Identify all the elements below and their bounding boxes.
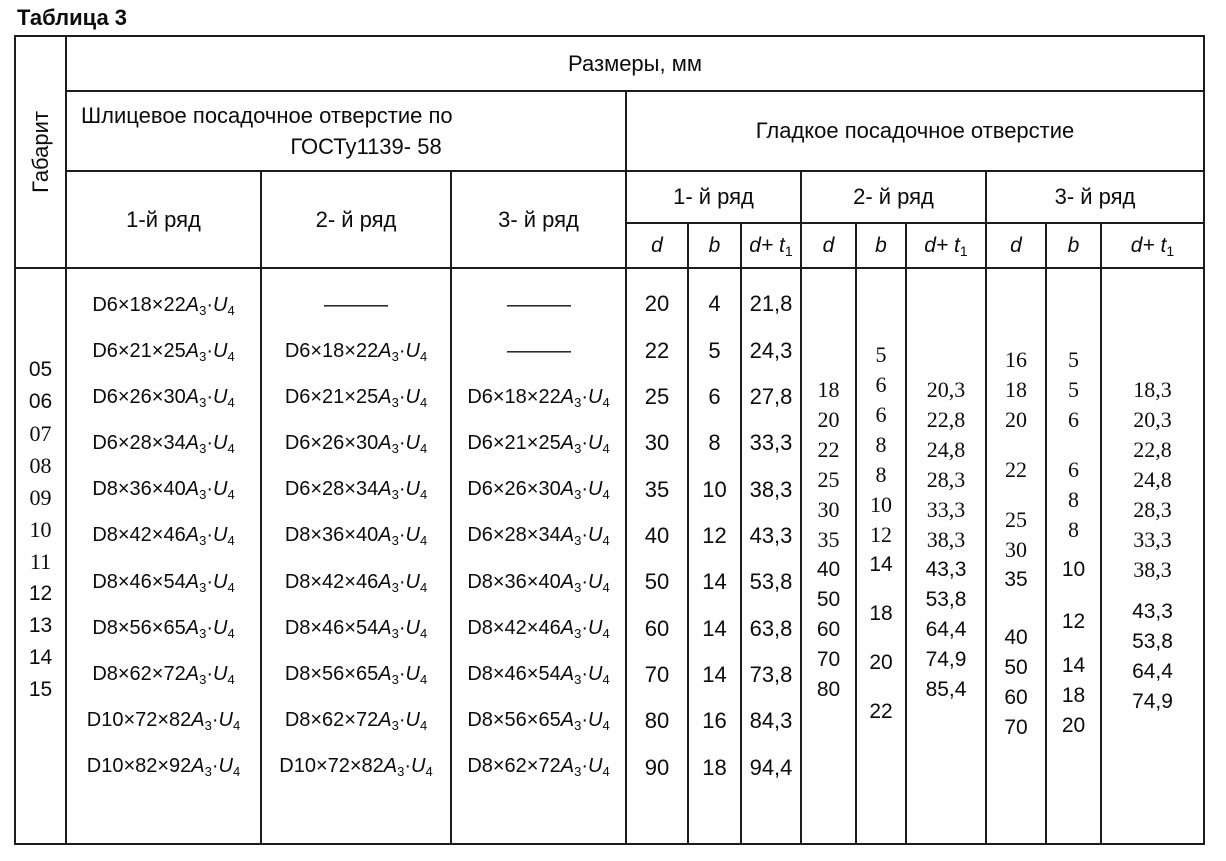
spline-row3-stack bbox=[452, 269, 625, 843]
spline-row1-value: $D8\times 42\times 46A_3\cdot U_4$ bbox=[92, 524, 235, 549]
smooth-row3-b-value: 8 bbox=[1068, 487, 1079, 512]
smooth-row2-d-column bbox=[802, 269, 857, 843]
spline-row3-header bbox=[452, 172, 627, 269]
gabarit-value: 14 bbox=[28, 646, 53, 669]
spline-row1-value: $D6\times 18\times 22A_3\cdot U_4$ bbox=[92, 294, 235, 319]
smooth-row3-b-value: 12 bbox=[1061, 610, 1086, 633]
sizes-mm-label: Размеры, мм bbox=[568, 50, 702, 76]
col-header-d-row2 bbox=[802, 224, 857, 269]
smooth-row2-d-value: 40 bbox=[816, 558, 841, 581]
gabarit-value: 06 bbox=[28, 390, 53, 413]
smooth-row2-d-value: 35 bbox=[817, 527, 840, 552]
smooth-row3-b-value: 5 bbox=[1068, 377, 1079, 402]
col-header-dt-row3 bbox=[1102, 224, 1203, 269]
smooth-row1-d-value: 35 bbox=[644, 476, 670, 502]
smooth-row3-d-value: 16 bbox=[1005, 347, 1027, 372]
smooth-row2-dt-value: 53,8 bbox=[925, 588, 967, 611]
gabarit-value: 07 bbox=[29, 421, 52, 446]
gabarit-values-stack bbox=[16, 269, 65, 843]
spline-row3-value: $D6\times 18\times 22A_3\cdot U_4$ bbox=[467, 386, 610, 411]
col-header-dt-row1 bbox=[742, 224, 802, 269]
smooth-row3-dt-value: 20,3 bbox=[1133, 407, 1172, 432]
smooth-row3-dt-value: 24,8 bbox=[1133, 467, 1172, 492]
spline-row2-value: $D8\times 36\times 40A_3\cdot U_4$ bbox=[284, 524, 428, 549]
smooth-row1-b-value: 10 bbox=[702, 476, 727, 502]
smooth-row1-d-value: 40 bbox=[644, 522, 670, 548]
spline-row3-value: — bbox=[506, 294, 571, 317]
smooth-row1-b-value: 8 bbox=[708, 430, 721, 456]
smooth-row2-b-stack bbox=[857, 269, 905, 843]
smooth-row2-b-value: 20 bbox=[869, 651, 893, 674]
smooth-row1-dt-value: 84,3 bbox=[749, 708, 793, 734]
spline-row2-value: — bbox=[324, 294, 388, 317]
col-header-b-row2 bbox=[857, 224, 907, 269]
smooth-row2-b-value: 6 bbox=[875, 402, 887, 427]
spline-row2-label: 2- й ряд bbox=[315, 206, 397, 232]
smooth-row1-dt-value: 73,8 bbox=[749, 661, 793, 687]
spline-section-title-line1: Шлицевое посадочное отверстие по bbox=[81, 103, 453, 128]
spline-row2-value: $D6\times 21\times 25A_3\cdot U_4$ bbox=[284, 386, 428, 411]
gabarit-value: 05 bbox=[28, 358, 53, 381]
spline-row1-value: $D10\times 72\times 82A_3\cdot U_4$ bbox=[86, 708, 241, 733]
smooth-row1-d-value: 50 bbox=[644, 569, 670, 595]
smooth-row2-dt-value: 24,8 bbox=[926, 437, 966, 462]
smooth-row2-d-value: 30 bbox=[817, 497, 840, 522]
spline-row1-value: $D8\times 36\times 40A_3\cdot U_4$ bbox=[92, 478, 235, 503]
smooth-row3-b-value: 6 bbox=[1068, 407, 1079, 432]
b-label: b bbox=[708, 233, 721, 257]
d-label: d bbox=[1010, 233, 1022, 257]
smooth-row2-d-stack bbox=[802, 269, 855, 843]
smooth-row3-dt-value: 43,3 bbox=[1132, 600, 1173, 623]
smooth-row1-d-value: 70 bbox=[644, 661, 670, 687]
col-header-dt-row2 bbox=[907, 224, 987, 269]
smooth-row1-d-value: 90 bbox=[644, 754, 670, 780]
smooth-row1-dt-value: 94,4 bbox=[749, 754, 793, 780]
spline-row1-value: $D8\times 62\times 72A_3\cdot U_4$ bbox=[92, 662, 235, 687]
smooth-row1-d-value: 80 bbox=[644, 708, 670, 734]
spline-row2-value: $D10\times 72\times 82A_3\cdot U_4$ bbox=[279, 754, 433, 779]
spline-row1-header bbox=[67, 172, 262, 269]
smooth-row1-d-column bbox=[627, 269, 689, 843]
smooth-row2-dt-value: 85,4 bbox=[925, 678, 967, 701]
smooth-row2-label: 2- й ряд bbox=[853, 184, 934, 209]
smooth-row2-dt-value: 28,3 bbox=[926, 467, 966, 492]
dimensions-table bbox=[14, 35, 1205, 845]
smooth-row2-dt-value: 43,3 bbox=[925, 558, 967, 581]
smooth-row3-b-column bbox=[1047, 269, 1102, 843]
smooth-section-header-cell bbox=[627, 92, 1203, 172]
spline-row2-value: $D8\times 56\times 65A_3\cdot U_4$ bbox=[284, 662, 428, 687]
spline-row3-value: $D8\times 36\times 40A_3\cdot U_4$ bbox=[467, 570, 610, 595]
smooth-row3-b-value: 14 bbox=[1061, 654, 1086, 677]
smooth-row2-header bbox=[802, 172, 987, 224]
gabarit-value: 11 bbox=[29, 549, 52, 574]
spline-row2-value: $D6\times 18\times 22A_3\cdot U_4$ bbox=[284, 340, 428, 365]
spline-row1-value: $D6\times 21\times 25A_3\cdot U_4$ bbox=[92, 340, 235, 365]
smooth-row3-dt-column bbox=[1102, 269, 1203, 843]
smooth-section-title: Гладкое посадочное отверстие bbox=[755, 118, 1075, 143]
spline-row3-value: $D8\times 56\times 65A_3\cdot U_4$ bbox=[467, 708, 610, 733]
smooth-row3-b-value: 8 bbox=[1068, 517, 1079, 542]
gabarit-value: 13 bbox=[28, 614, 53, 637]
spline-row3-value: — bbox=[506, 340, 571, 363]
smooth-row1-d-value: 22 bbox=[644, 337, 670, 363]
smooth-row1-d-value: 30 bbox=[644, 430, 670, 456]
col-header-d-row1 bbox=[627, 224, 689, 269]
smooth-row3-label: 3- й ряд bbox=[1054, 184, 1136, 209]
smooth-row3-b-value: 20 bbox=[1061, 714, 1086, 737]
smooth-row1-b-value: 14 bbox=[702, 569, 727, 595]
spline-row3-value: $D8\times 42\times 46A_3\cdot U_4$ bbox=[467, 616, 610, 641]
smooth-row2-d-value: 60 bbox=[816, 618, 841, 641]
smooth-row1-dt-value: 24,3 bbox=[749, 337, 793, 363]
smooth-row3-d-value: 20 bbox=[1005, 407, 1027, 432]
col-header-b-row3 bbox=[1047, 224, 1102, 269]
smooth-row2-b-value: 5 bbox=[875, 342, 887, 367]
smooth-row2-dt-value: 22,8 bbox=[926, 407, 966, 432]
spline-row3-column bbox=[452, 269, 627, 843]
dt-label: $d+ t_1$ bbox=[1130, 233, 1175, 259]
smooth-row2-b-value: 12 bbox=[870, 522, 892, 547]
smooth-row1-d-value: 25 bbox=[644, 383, 670, 409]
smooth-row1-b-value: 14 bbox=[702, 661, 727, 687]
spline-row1-value: $D8\times 56\times 65A_3\cdot U_4$ bbox=[92, 616, 235, 641]
smooth-row1-d-value: 20 bbox=[644, 291, 670, 317]
smooth-row3-d-value: 35 bbox=[1004, 568, 1028, 591]
spline-section-title-line2: ГОСТу1139- 58 bbox=[290, 134, 442, 159]
spline-row2-value: $D8\times 46\times 54A_3\cdot U_4$ bbox=[284, 616, 428, 641]
smooth-row1-header bbox=[627, 172, 802, 224]
smooth-row1-dt-value: 63,8 bbox=[749, 615, 793, 641]
smooth-row2-b-value: 14 bbox=[869, 553, 893, 576]
smooth-row1-b-value: 6 bbox=[708, 383, 721, 409]
spline-row3-value: $D8\times 62\times 72A_3\cdot U_4$ bbox=[467, 754, 610, 779]
smooth-row2-b-value: 8 bbox=[875, 432, 887, 457]
smooth-row3-dt-value: 22,8 bbox=[1133, 437, 1172, 462]
b-label: b bbox=[875, 233, 887, 257]
smooth-row2-dt-value: 33,3 bbox=[926, 497, 966, 522]
d-label: d bbox=[822, 233, 835, 257]
smooth-row3-d-value: 70 bbox=[1004, 716, 1028, 739]
smooth-row2-dt-value: 64,4 bbox=[925, 618, 967, 641]
smooth-row1-dt-value: 53,8 bbox=[749, 569, 793, 595]
d-label: d bbox=[651, 233, 663, 257]
spline-row2-value: $D8\times 62\times 72A_3\cdot U_4$ bbox=[284, 708, 428, 733]
spline-row2-column bbox=[262, 269, 452, 843]
smooth-row2-d-value: 18 bbox=[817, 377, 840, 402]
spline-row1-value: $D6\times 28\times 34A_3\cdot U_4$ bbox=[92, 432, 235, 457]
smooth-row1-d-value: 60 bbox=[644, 615, 670, 641]
gabarit-header-label: Габарит bbox=[27, 111, 53, 193]
smooth-row2-d-value: 20 bbox=[817, 407, 840, 432]
gabarit-value: 08 bbox=[29, 453, 52, 478]
spline-row1-stack bbox=[67, 269, 260, 843]
spline-row1-column bbox=[67, 269, 262, 843]
smooth-row3-d-value: 50 bbox=[1004, 656, 1028, 679]
col-header-b-row1 bbox=[689, 224, 742, 269]
smooth-row1-d-stack bbox=[627, 269, 687, 843]
smooth-row2-b-value: 8 bbox=[875, 462, 887, 487]
smooth-row3-dt-value: 18,3 bbox=[1133, 377, 1172, 402]
smooth-row1-b-value: 14 bbox=[702, 615, 727, 641]
gabarit-value: 10 bbox=[29, 517, 52, 542]
smooth-row3-d-value: 40 bbox=[1004, 626, 1028, 649]
spline-row2-stack bbox=[262, 269, 450, 843]
smooth-row2-dt-value: 38,3 bbox=[926, 527, 966, 552]
smooth-row2-d-value: 80 bbox=[816, 678, 841, 701]
page-title: Таблица 3 bbox=[17, 5, 128, 30]
smooth-row1-label: 1- й ряд bbox=[673, 184, 754, 209]
smooth-row1-dt-column bbox=[742, 269, 802, 843]
spline-row2-header bbox=[262, 172, 452, 269]
smooth-row3-header bbox=[987, 172, 1203, 224]
spline-row2-value: $D6\times 26\times 30A_3\cdot U_4$ bbox=[284, 432, 428, 457]
smooth-row3-dt-value: 74,9 bbox=[1132, 690, 1173, 713]
smooth-row1-dt-value: 38,3 bbox=[749, 476, 793, 502]
smooth-row3-dt-value: 53,8 bbox=[1132, 630, 1173, 653]
spline-row2-value: $D8\times 42\times 46A_3\cdot U_4$ bbox=[284, 570, 428, 595]
col-header-d-row3 bbox=[987, 224, 1047, 269]
dt-label: $d+ t_1$ bbox=[749, 233, 793, 259]
smooth-row1-b-value: 12 bbox=[702, 522, 727, 548]
smooth-row3-b-stack bbox=[1047, 269, 1100, 843]
smooth-row2-b-column bbox=[857, 269, 907, 843]
smooth-row3-b-value: 6 bbox=[1068, 457, 1079, 482]
smooth-row1-dt-stack bbox=[742, 269, 800, 843]
spline-row3-label: 3- й ряд bbox=[498, 206, 579, 232]
smooth-row1-b-value: 16 bbox=[702, 708, 727, 734]
smooth-row3-dt-value: 33,3 bbox=[1133, 527, 1172, 552]
smooth-row2-dt-value: 74,9 bbox=[925, 648, 967, 671]
smooth-row3-dt-value: 64,4 bbox=[1132, 660, 1173, 683]
sizes-mm-header-cell bbox=[67, 37, 1203, 92]
smooth-row1-dt-value: 43,3 bbox=[749, 522, 793, 548]
smooth-row2-dt-column bbox=[907, 269, 987, 843]
smooth-row1-b-value: 4 bbox=[708, 291, 721, 317]
b-label: b bbox=[1067, 233, 1080, 257]
spline-row1-value: $D8\times 46\times 54A_3\cdot U_4$ bbox=[92, 570, 235, 595]
spline-row3-value: $D6\times 26\times 30A_3\cdot U_4$ bbox=[467, 478, 610, 503]
gabarit-values-cell bbox=[16, 269, 67, 843]
smooth-row2-b-value: 10 bbox=[870, 492, 892, 517]
smooth-row2-d-value: 50 bbox=[816, 588, 841, 611]
smooth-row2-d-value: 22 bbox=[817, 437, 840, 462]
smooth-row3-d-column bbox=[987, 269, 1047, 843]
smooth-row2-d-value: 25 bbox=[817, 467, 840, 492]
smooth-row1-dt-value: 21,8 bbox=[749, 291, 793, 317]
smooth-row1-b-stack bbox=[689, 269, 740, 843]
smooth-row2-d-value: 70 bbox=[816, 648, 841, 671]
smooth-row3-d-value: 25 bbox=[1005, 507, 1027, 532]
gabarit-value: 09 bbox=[29, 485, 52, 510]
smooth-row3-dt-value: 28,3 bbox=[1133, 497, 1172, 522]
smooth-row3-dt-value: 38,3 bbox=[1133, 557, 1172, 582]
smooth-row2-b-value: 6 bbox=[875, 372, 887, 397]
smooth-row2-dt-stack bbox=[907, 269, 985, 843]
spline-row3-value: $D6\times 21\times 25A_3\cdot U_4$ bbox=[467, 432, 610, 457]
spline-row1-value: $D6\times 26\times 30A_3\cdot U_4$ bbox=[92, 386, 235, 411]
smooth-row2-b-value: 22 bbox=[869, 700, 893, 723]
spline-row2-value: $D6\times 28\times 34A_3\cdot U_4$ bbox=[284, 478, 428, 503]
smooth-row1-dt-value: 33,3 bbox=[749, 430, 793, 456]
smooth-row3-b-value: 18 bbox=[1061, 684, 1086, 707]
smooth-row1-b-value: 5 bbox=[708, 337, 721, 363]
smooth-row1-b-value: 18 bbox=[702, 754, 727, 780]
dt-label: $d+ t_1$ bbox=[924, 233, 968, 259]
smooth-row1-dt-value: 27,8 bbox=[749, 383, 793, 409]
spline-section-header-cell bbox=[67, 92, 627, 172]
spline-row1-value: $D10\times 82\times 92A_3\cdot U_4$ bbox=[86, 754, 241, 779]
smooth-row2-dt-value: 20,3 bbox=[926, 377, 966, 402]
spline-row3-value: $D6\times 28\times 34A_3\cdot U_4$ bbox=[467, 524, 610, 549]
gabarit-value: 12 bbox=[28, 582, 53, 605]
smooth-row3-b-value: 10 bbox=[1061, 558, 1086, 581]
gabarit-value: 15 bbox=[28, 678, 53, 701]
smooth-row3-d-value: 22 bbox=[1005, 457, 1027, 482]
spline-row3-value: $D8\times 46\times 54A_3\cdot U_4$ bbox=[467, 662, 610, 687]
smooth-row3-d-value: 60 bbox=[1004, 686, 1028, 709]
smooth-row3-d-value: 30 bbox=[1005, 537, 1027, 562]
smooth-row3-d-stack bbox=[987, 269, 1045, 843]
smooth-row3-dt-stack bbox=[1102, 269, 1203, 843]
gabarit-header-cell bbox=[16, 37, 67, 269]
smooth-row2-b-value: 18 bbox=[869, 602, 893, 625]
smooth-row1-b-column bbox=[689, 269, 742, 843]
smooth-row3-b-value: 5 bbox=[1068, 347, 1079, 372]
smooth-row3-d-value: 18 bbox=[1005, 377, 1027, 402]
spline-row1-label: 1-й ряд bbox=[126, 206, 201, 232]
